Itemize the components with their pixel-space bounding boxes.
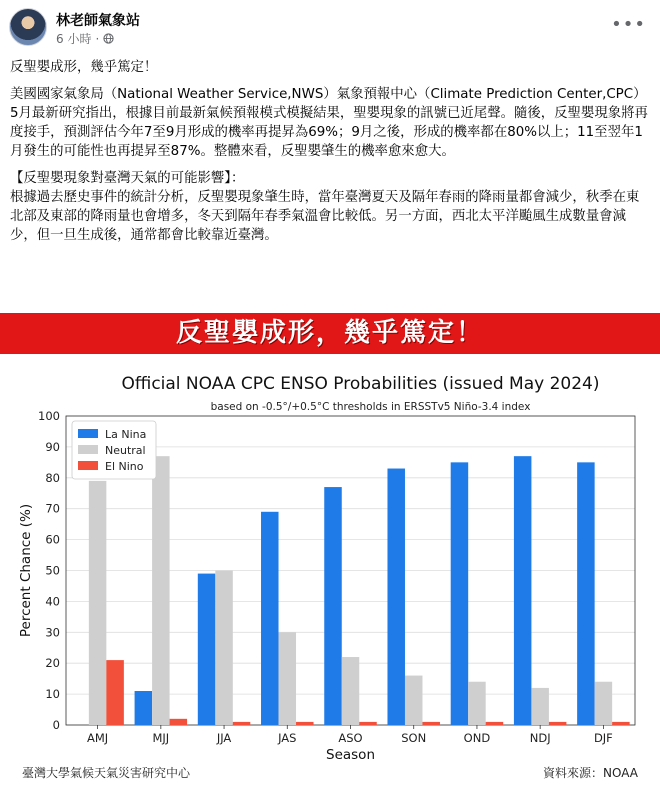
x-tick-label: OND [463, 731, 491, 745]
x-tick-label: ASO [338, 731, 363, 745]
post-paragraph: 美國國家氣象局（National Weather Service,NWS）氣象預報中心（Climate Prediction Center,CPC）5月最新研究指出，根據目前最新氣候預報模式模擬結果，聖嬰現象的訊號已近尾聲。隨後，反聖嬰現象將再度接手，預測評估今年7至9月形成的機率再提昇為69%；9月之後，形成的機率都在80%以上；11至翌年1月發生的可能性也再提昇至87%。整體來看，反聖嬰肇生的機率愈來愈大。 [10, 87, 648, 159]
x-tick-label: JAS [278, 731, 297, 745]
y-tick-label: 70 [45, 501, 60, 516]
x-tick-label: AMJ [87, 731, 109, 745]
chart-title: Official NOAA CPC ENSO Probabilities (issued May 2024) [121, 374, 600, 394]
post-text [10, 58, 652, 253]
bar-el-nino [296, 722, 314, 725]
legend-label: El Nino [105, 460, 144, 473]
bar-el-nino [612, 722, 630, 725]
bar-neutral [279, 632, 297, 725]
bar-neutral [152, 456, 170, 725]
credit-right: 資料來源：NOAA [543, 766, 638, 780]
y-tick-label: 50 [45, 563, 60, 578]
bar-la-nina [577, 462, 595, 725]
x-tick-label: DJF [593, 731, 613, 745]
bar-la-nina [261, 512, 279, 725]
bar-neutral [342, 657, 360, 725]
x-tick-label: MJJ [152, 731, 170, 745]
y-axis-label: Percent Chance (%) [18, 503, 34, 638]
bar-la-nina [135, 691, 153, 725]
bar-neutral [595, 682, 613, 725]
avatar[interactable] [9, 8, 47, 46]
y-tick-label: 10 [45, 687, 60, 702]
y-tick-label: 20 [45, 656, 60, 671]
x-tick-label: SON [401, 731, 427, 745]
post-paragraph: 【反聖嬰現象對臺灣天氣的可能影響】： 根據過去歷史事件的統計分析，反聖嬰現象肇生時，當年臺灣夏天及隔年春雨的降雨量都會減少，秋季在東北部及東部的降雨量也會增多，冬天到隔年春季氣溫會比較低。另一方面，西北太平洋颱風生成數量會減少，但一旦生成後，通常都會比較靠近臺灣。 [10, 171, 640, 243]
bar-la-nina [387, 469, 405, 725]
legend-label: Neutral [105, 444, 146, 457]
credit-left: 臺灣大學氣候天氣災害研究中心 [22, 766, 191, 780]
more-dots-icon[interactable]: ••• [611, 14, 646, 35]
bar-la-nina [198, 574, 216, 725]
post-headline: 反聖嬰成形，幾乎篤定！ [10, 60, 158, 75]
bar-el-nino [106, 660, 124, 725]
post-time[interactable]: 6 小時 [56, 32, 92, 46]
bar-la-nina [514, 456, 532, 725]
x-axis-label: Season [326, 747, 375, 763]
y-tick-label: 40 [45, 594, 60, 609]
bar-la-nina [451, 462, 469, 725]
bar-el-nino [359, 722, 377, 725]
bar-el-nino [170, 719, 188, 725]
author-name[interactable]: 林老師氣象站 [56, 13, 140, 29]
bar-el-nino [422, 722, 440, 725]
post-header [0, 0, 660, 50]
legend-swatch [78, 445, 98, 454]
legend-label: La Nina [105, 428, 147, 441]
enso-chart [0, 354, 660, 787]
y-tick-label: 60 [45, 532, 60, 547]
bar-el-nino [233, 722, 251, 725]
chart-subtitle: based on -0.5°/+0.5°C thresholds in ERSSTv5 Niño-3.4 index [210, 401, 531, 413]
post-meta [56, 30, 114, 47]
globe-icon[interactable] [103, 33, 114, 44]
x-tick-label: JJA [216, 731, 232, 745]
x-tick-label: NDJ [529, 731, 551, 745]
bar-neutral [468, 682, 486, 725]
y-tick-label: 0 [52, 718, 60, 732]
image-banner: 反聖嬰成形，幾乎篤定！ [0, 313, 660, 354]
bar-el-nino [549, 722, 567, 725]
y-tick-label: 80 [45, 470, 60, 485]
bar-el-nino [486, 722, 504, 725]
bar-la-nina [324, 487, 342, 725]
bar-neutral [531, 688, 549, 725]
y-tick-label: 90 [45, 439, 60, 454]
bar-neutral [89, 481, 107, 725]
enso-chart-image[interactable] [0, 354, 660, 787]
y-tick-label: 30 [45, 625, 60, 640]
legend-swatch [78, 429, 98, 438]
legend-swatch [78, 461, 98, 470]
bar-neutral [405, 676, 423, 725]
y-tick-label: 100 [38, 409, 60, 423]
meta-separator: · [95, 31, 100, 46]
bar-neutral [215, 571, 233, 726]
